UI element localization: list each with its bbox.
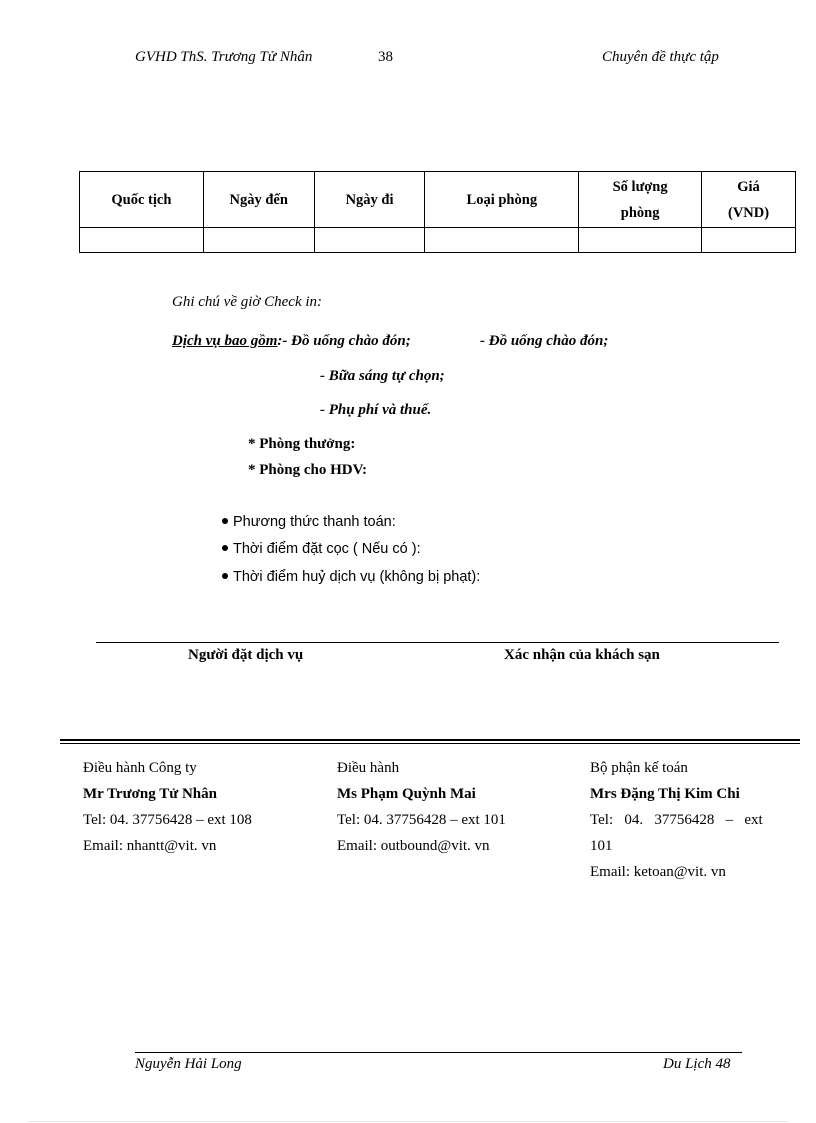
contact-role: Bộ phận kế toán	[590, 760, 688, 776]
contact-name: Mr Trương Tử Nhân	[83, 786, 217, 802]
bullet-text: Thời điểm đặt cọc ( Nếu có ):	[233, 541, 421, 557]
footer-left: Nguyễn Hải Long	[135, 1056, 242, 1072]
table-row	[80, 228, 796, 253]
table-cell[interactable]	[80, 228, 204, 253]
bullet-payment	[222, 514, 396, 530]
footer-right: Du Lịch 48	[663, 1056, 731, 1072]
bullet-cancel	[222, 569, 480, 585]
header-left: GVHD ThS. Trương Tử Nhân	[135, 49, 313, 65]
bullet-deposit	[222, 541, 421, 557]
signature-left: Người đặt dịch vụ	[188, 647, 304, 663]
contact-tel-cont: 101	[590, 838, 613, 854]
contact-company	[83, 755, 252, 859]
table-cell[interactable]	[314, 228, 425, 253]
bullet-icon	[222, 573, 228, 579]
bonus-room: * Phòng thưởng:	[248, 436, 356, 452]
bullet-icon	[222, 518, 228, 524]
services-second: - Đồ uống chào đón;	[480, 333, 609, 349]
page-bottom-edge	[28, 1121, 788, 1122]
contact-email[interactable]: Email: outbound@vit. vn	[337, 838, 490, 854]
header-right: Chuyên đề thực tập	[602, 49, 719, 65]
contact-tel: Tel: 04. 37756428 – ext 108	[83, 812, 252, 828]
price-header-text: Giá (VND)	[727, 178, 770, 221]
booking-table	[79, 171, 796, 253]
signature-right: Xác nhận của khách sạn	[504, 647, 660, 663]
services-item-breakfast: - Bữa sáng tự chọn;	[320, 368, 445, 384]
col-header-nationality: Quốc tịch	[80, 172, 204, 228]
col-header-room-type: Loại phòng	[425, 172, 579, 228]
services-first: :- Đồ uống chào đón;	[277, 333, 411, 349]
contact-rule-top	[60, 739, 800, 741]
services-line	[172, 333, 411, 350]
contact-role: Điều hành	[337, 760, 400, 776]
table-cell[interactable]	[203, 228, 314, 253]
guide-room: * Phòng cho HDV:	[248, 462, 368, 478]
contact-role: Điều hành Công ty	[83, 760, 197, 776]
col-header-departure: Ngày đi	[314, 172, 425, 228]
contact-accounting	[590, 755, 763, 885]
footer-rule	[135, 1052, 742, 1053]
contact-name: Ms Phạm Quỳnh Mai	[337, 786, 476, 802]
contact-rule-bottom	[60, 743, 800, 744]
table-header-row	[80, 172, 796, 228]
contact-name: Mrs Đặng Thị Kim Chi	[590, 786, 740, 802]
table-cell[interactable]	[702, 228, 796, 253]
contact-tel: Tel: 04. 37756428 – ext 101	[337, 812, 506, 828]
table-cell[interactable]	[425, 228, 579, 253]
contact-tel: Tel: 04. 37756428 – ext	[590, 812, 763, 828]
services-label: Dịch vụ bao gồm	[172, 333, 278, 349]
table-cell[interactable]	[579, 228, 702, 253]
col-header-room-count	[579, 172, 702, 228]
col-header-price	[702, 172, 796, 228]
contact-operations	[337, 755, 506, 859]
header-page-number: 38	[378, 49, 393, 65]
col-header-arrival: Ngày đến	[203, 172, 314, 228]
contact-email[interactable]: Email: ketoan@vit. vn	[590, 864, 726, 880]
bullet-text: Phương thức thanh toán:	[233, 514, 396, 530]
room-count-header-text: Số lượng phòng	[612, 178, 668, 221]
bullet-text: Thời điểm huỷ dịch vụ (không bị phạt):	[233, 569, 481, 585]
signature-rule	[96, 642, 779, 643]
contact-email[interactable]: Email: nhantt@vit. vn	[83, 838, 217, 854]
services-item-fees: - Phụ phí và thuế.	[320, 402, 432, 418]
bullet-icon	[222, 545, 228, 551]
checkin-note: Ghi chú về giờ Check in:	[172, 294, 323, 310]
